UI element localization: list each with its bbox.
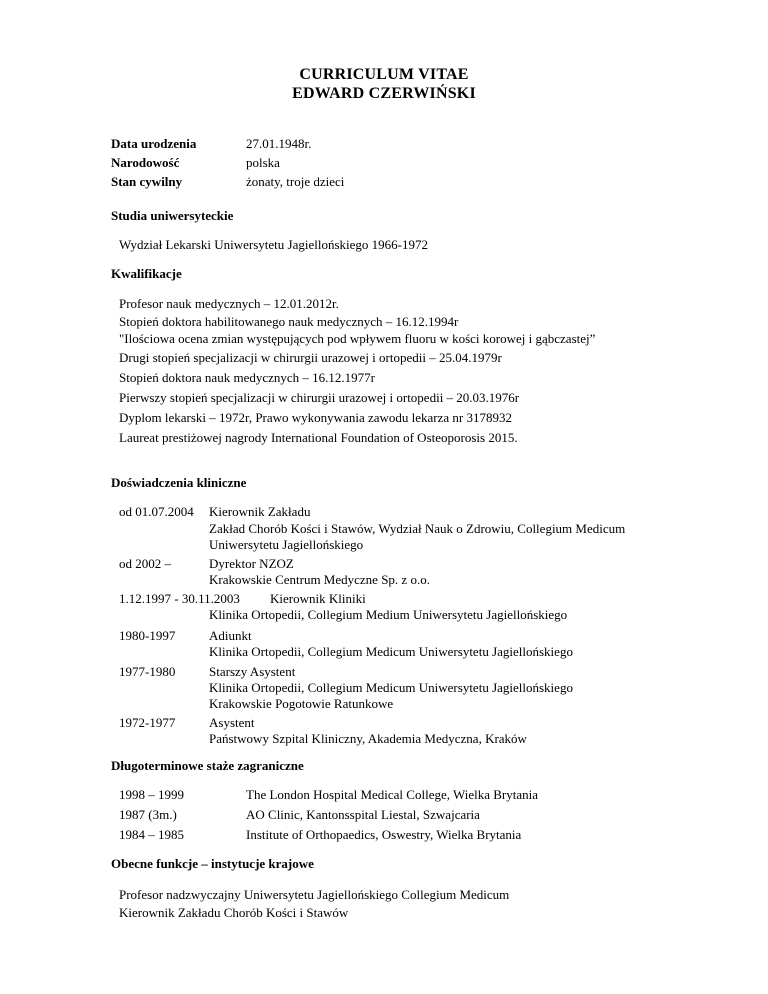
clinical-role: Starszy Asystent	[209, 664, 296, 679]
document-title: CURRICULUM VITAE	[299, 66, 469, 83]
qualification-item: Stopień doktora habilitowanego nauk medycznych – 16.12.1994r	[119, 314, 459, 329]
clinical-detail: Państwowy Szpital Kliniczny, Akademia Medyczna, Kraków	[209, 731, 527, 746]
clinical-detail: Klinika Ortopedii, Collegium Medicum Uniwersytetu Jagiellońskiego	[209, 680, 573, 695]
clinical-role: Adiunkt	[209, 628, 252, 643]
clinical-date: 1.12.1997 - 30.11.2003	[119, 591, 240, 606]
birth-date-label: Data urodzenia	[111, 136, 197, 151]
clinical-detail: Klinika Ortopedii, Collegium Medicum Uniwersytetu Jagiellońskiego	[209, 644, 573, 659]
clinical-role: Kierownik Zakładu	[209, 504, 311, 519]
marital-status-value: żonaty, troje dzieci	[246, 174, 345, 189]
studies-heading: Studia uniwersyteckie	[111, 208, 234, 223]
birth-date-value: 27.01.1948r.	[246, 136, 312, 151]
current-item: Profesor nadzwyczajny Uniwersytetu Jagiellońskiego Collegium Medicum	[119, 887, 510, 902]
current-item: Kierownik Zakładu Chorób Kości i Stawów	[119, 905, 349, 920]
clinical-detail: Uniwersytetu Jagiellońskiego	[209, 537, 364, 552]
abroad-text: The London Hospital Medical College, Wielka Brytania	[246, 787, 539, 802]
qualification-item: Drugi stopień specjalizacji w chirurgii urazowej i ortopedii – 25.04.1979r	[119, 350, 502, 365]
person-name: EDWARD CZERWIŃSKI	[292, 85, 476, 102]
abroad-date: 1984 – 1985	[119, 827, 184, 842]
clinical-date: 1972-1977	[119, 715, 176, 730]
clinical-date: od 01.07.2004	[119, 504, 194, 519]
clinical-detail: Zakład Chorób Kości i Stawów, Wydział Nauk o Zdrowiu, Collegium Medicum	[209, 521, 626, 536]
qualification-item: Laureat prestiżowej nagrody International Foundation of Osteoporosis 2015.	[119, 430, 518, 445]
abroad-date: 1987 (3m.)	[119, 807, 177, 822]
abroad-date: 1998 – 1999	[119, 787, 184, 802]
current-heading: Obecne funkcje – instytucje krajowe	[111, 856, 314, 871]
marital-status-label: Stan cywilny	[111, 174, 183, 189]
abroad-text: Institute of Orthopaedics, Oswestry, Wielka Brytania	[246, 827, 522, 842]
qualifications-heading: Kwalifikacje	[111, 266, 182, 281]
clinical-role: Asystent	[209, 715, 255, 730]
clinical-role: Kierownik Kliniki	[270, 591, 366, 606]
clinical-date: 1977-1980	[119, 664, 176, 679]
clinical-detail: Klinika Ortopedii, Collegium Medium Uniwersytetu Jagiellońskiego	[209, 607, 568, 622]
nationality-label: Narodowość	[111, 155, 180, 170]
qualification-item: Stopień doktora nauk medycznych – 16.12.1977r	[119, 370, 375, 385]
abroad-heading: Długoterminowe staże zagraniczne	[111, 758, 304, 773]
studies-text: Wydział Lekarski Uniwersytetu Jagiellońskiego 1966-1972	[119, 237, 428, 252]
clinical-heading: Doświadczenia kliniczne	[111, 475, 247, 490]
clinical-detail: Krakowskie Pogotowie Ratunkowe	[209, 696, 394, 711]
clinical-detail: Krakowskie Centrum Medyczne Sp. z o.o.	[209, 572, 430, 587]
nationality-value: polska	[246, 155, 280, 170]
clinical-date: od 2002 –	[119, 556, 171, 571]
qualification-item: Profesor nauk medycznych – 12.01.2012r.	[119, 296, 339, 311]
clinical-date: 1980-1997	[119, 628, 176, 643]
qualification-item: "Ilościowa ocena zmian występujących pod wpływem fluoru w kości korowej i gąbczastej”	[119, 331, 596, 346]
qualification-item: Pierwszy stopień specjalizacji w chirurgii urazowej i ortopedii – 20.03.1976r	[119, 390, 520, 405]
clinical-role: Dyrektor NZOZ	[209, 556, 294, 571]
qualification-item: Dyplom lekarski – 1972r, Prawo wykonywania zawodu lekarza nr 3178932	[119, 410, 512, 425]
abroad-text: AO Clinic, Kantonsspital Liestal, Szwajcaria	[246, 807, 480, 822]
